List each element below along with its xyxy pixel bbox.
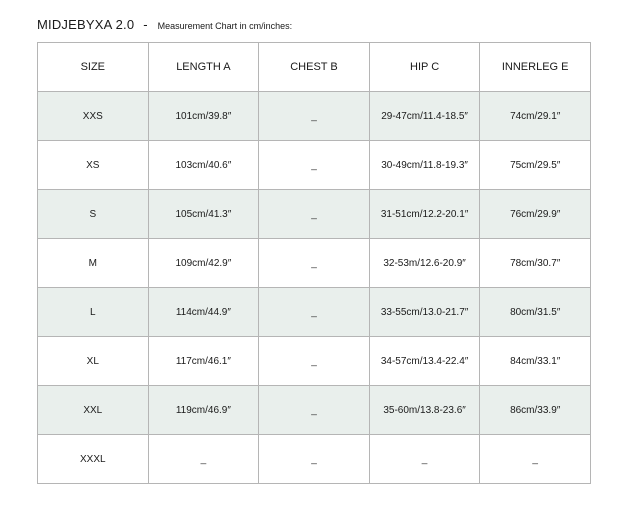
size-cell: XXS [38, 92, 149, 141]
product-name: MIDJEBYXA 2.0 [37, 17, 135, 32]
hip-cell: 33-55cm/13.0-21.7″ [369, 288, 480, 337]
hip-cell: 34-57cm/13.4-22.4″ [369, 337, 480, 386]
title-separator: - [143, 17, 148, 32]
hip-cell: _ [369, 435, 480, 484]
chest-cell: _ [259, 239, 370, 288]
chest-cell: _ [259, 190, 370, 239]
chest-cell: _ [259, 141, 370, 190]
innerleg-cell: 76cm/29.9″ [480, 190, 591, 239]
length-cell: _ [148, 435, 259, 484]
size-cell: XXL [38, 386, 149, 435]
hip-cell: 35-60m/13.8-23.6″ [369, 386, 480, 435]
size-cell: L [38, 288, 149, 337]
size-cell: S [38, 190, 149, 239]
hip-cell: 29-47cm/11.4-18.5″ [369, 92, 480, 141]
measurement-table [37, 42, 591, 484]
length-cell: 119cm/46.9″ [148, 386, 259, 435]
innerleg-cell: 74cm/29.1″ [480, 92, 591, 141]
table-header-row [38, 43, 591, 92]
innerleg-cell: 86cm/33.9″ [480, 386, 591, 435]
table-row [38, 190, 591, 239]
column-header-length: LENGTH A [148, 43, 259, 92]
length-cell: 105cm/41.3″ [148, 190, 259, 239]
table-row [38, 386, 591, 435]
size-cell: XXXL [38, 435, 149, 484]
innerleg-cell: 80cm/31.5″ [480, 288, 591, 337]
innerleg-cell: 78cm/30.7″ [480, 239, 591, 288]
table-row [38, 141, 591, 190]
length-cell: 117cm/46.1″ [148, 337, 259, 386]
chest-cell: _ [259, 337, 370, 386]
column-header-hip: HIP C [369, 43, 480, 92]
table-row [38, 239, 591, 288]
size-cell: XL [38, 337, 149, 386]
column-header-chest: CHEST B [259, 43, 370, 92]
length-cell: 103cm/40.6″ [148, 141, 259, 190]
chest-cell: _ [259, 288, 370, 337]
column-header-innerleg: INNERLEG E [480, 43, 591, 92]
chest-cell: _ [259, 435, 370, 484]
table-row [38, 337, 591, 386]
innerleg-cell: 75cm/29.5″ [480, 141, 591, 190]
table-row [38, 288, 591, 337]
table-row [38, 435, 591, 484]
innerleg-cell: _ [480, 435, 591, 484]
chest-cell: _ [259, 92, 370, 141]
size-cell: M [38, 239, 149, 288]
chest-cell: _ [259, 386, 370, 435]
length-cell: 109cm/42.9″ [148, 239, 259, 288]
column-header-size: SIZE [38, 43, 149, 92]
hip-cell: 30-49cm/11.8-19.3″ [369, 141, 480, 190]
chart-subtitle: Measurement Chart in cm/inches: [157, 21, 293, 31]
hip-cell: 31-51cm/12.2-20.1″ [369, 190, 480, 239]
hip-cell: 32-53m/12.6-20.9″ [369, 239, 480, 288]
size-cell: XS [38, 141, 149, 190]
table-row [38, 92, 591, 141]
chart-header [37, 17, 292, 37]
length-cell: 101cm/39.8″ [148, 92, 259, 141]
length-cell: 114cm/44.9″ [148, 288, 259, 337]
innerleg-cell: 84cm/33.1″ [480, 337, 591, 386]
